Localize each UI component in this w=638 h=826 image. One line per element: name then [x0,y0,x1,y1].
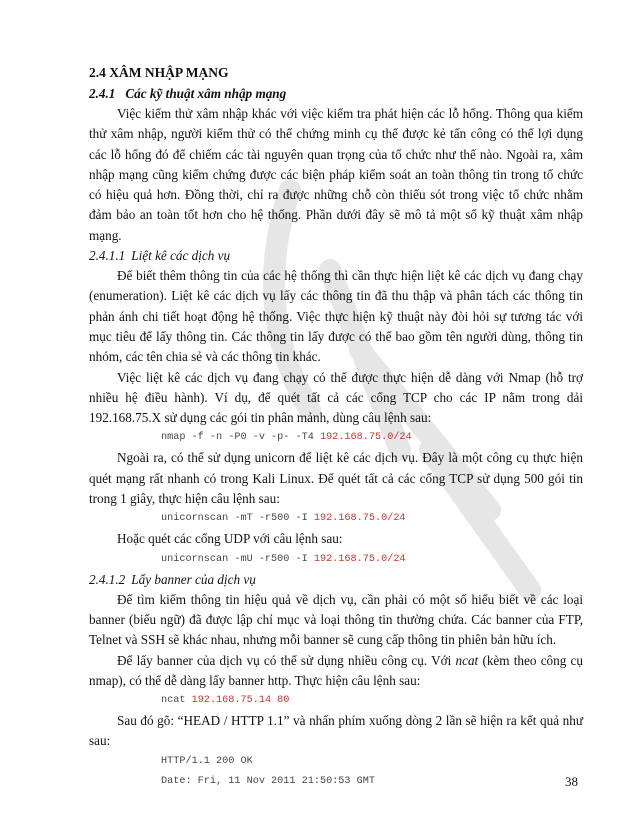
output-line: Date: Fri, 11 Nov 2011 21:50:53 GMT [161,775,375,787]
command-text: unicornscan -mT -r500 -I [161,513,314,525]
section-title: 2.4 XÂM NHẬP MẠNG [89,65,229,80]
command-text: ncat [161,695,192,707]
subsection-heading [89,84,583,104]
paragraph: Hoặc quét các cổng UDP với câu lệnh sau: [117,531,343,547]
page-number: 38 [565,774,578,789]
subsection-number: 2.4.1 [89,86,116,101]
paragraph: Ngoài ra, có thể sử dụng unicorn để liệt kê các dịch vụ. Đây là một công cụ thực hiện quét mạng rất nhanh có trong Kali Linux. Để quét tất cả các cổng TCP sử dụng 500 gói tin trong 1 giây, thực hiện câu lệnh sau: [89,450,583,507]
output-line: HTTP/1.1 200 OK [161,755,253,767]
command-line [161,509,583,529]
sub-heading-title: Liệt kê các dịch vụ [131,248,231,264]
page-content [89,62,583,792]
sub-heading-2 [89,570,583,590]
subsection-title: Các kỹ thuật xâm nhập mạng [125,86,287,101]
sub-heading-1 [89,246,583,266]
paragraph: Việc liệt kê các dịch vụ đang chạy có thể được thực hiện dễ dàng với Nmap (hỗ trợ nhiều hệ điều hành). Ví dụ, để quét tất cả các cổng TCP cho các IP nằm trong dải 192.168.75.X sử dụng các gói tin phân mảnh, dùng câu lệnh sau: [89,369,583,426]
para-text: (kèm theo công cụ nmap), có thể dễ dàng lấy banner http. Thực hiện câu lệnh sau: [89,652,583,688]
command-ip: 192.168.75.0/24 [313,553,406,565]
command-line [161,550,583,570]
command-line [161,428,583,448]
command-line [161,691,583,711]
command-ip: 192.168.75.0/24 [319,432,412,444]
paragraph [89,651,583,692]
paragraph: Sau đó gõ: “HEAD / HTTP 1.1” và nhấn phím xuống dòng 2 lần sẽ hiện ra kết quả như sau: [89,713,583,749]
sub-heading-title: Lấy banner của dịch vụ [131,571,256,587]
tool-name: ncat [455,652,479,668]
command-text: unicornscan -mU -r500 -I [161,553,314,565]
paragraph: Để biết thêm thông tin của các hệ thống thì cần thực hiện liệt kê các dịch vụ đang chạy (enumeration). Liệt kê các dịch vụ lấy các thông tin đã thu thập và phân tách các thông tin phản ánh chi tiết hoạt động hệ thống. Việc thực hiện kỹ thuật này đòi hỏi sự tương tác với mục tiêu để lấy thông tin. Các thông tin lấy được có thể bao gồm tên người dùng, thông tin nhóm, các tên chia sẻ và các thông tin khác. [89,268,583,365]
sub-heading-number: 2.4.1.1 [89,248,126,264]
command-ip: 192.168.75.0/24 [313,513,406,525]
para-text: Để lấy banner của dịch vụ có thể sử dụng nhiều công cụ. Với [117,652,456,668]
command-text: nmap -f -n -P0 -v -p- -T4 [161,432,320,444]
sub-heading-number: 2.4.1.2 [89,571,126,587]
command-ip: 192.168.75.14 80 [191,695,290,707]
paragraph: Việc kiểm thử xâm nhập khác với việc kiểm tra phát hiện các lỗ hổng. Thông qua kiểm thử xâm nhập, người kiểm thử có thể chứng minh cụ thể được kẻ tấn công có thể lợi dụng các lỗ hổng đó để chiếm các tài nguyên quan trọng của tổ chức như thế nào. Ngoài ra, xâm nhập mạng cũng kiểm chứng được các biện pháp kiểm soát an toàn thông tin trong tổ chức có hiệu quả hơn. Đồng thời, chỉ ra được những chỗ còn thiếu sót trong việc tổ chức nhằm đảm bảo an toàn tốt hơn cho hệ thống. Phần dưới đây sẽ mô tả một số kỹ thuật xâm nhập mạng. [89,106,583,243]
paragraph: Để tìm kiếm thông tin hiệu quả về dịch vụ, cần phải có một số hiểu biết về các loại banner (biểu ngữ) đã được lập chỉ mục và loại thông tin thường chứa. Các banner của FTP, Telnet và SSH sẽ khác nhau, nhưng mỗi banner sẽ cung cấp thông tin phiên bản hữu ích. [89,591,583,648]
